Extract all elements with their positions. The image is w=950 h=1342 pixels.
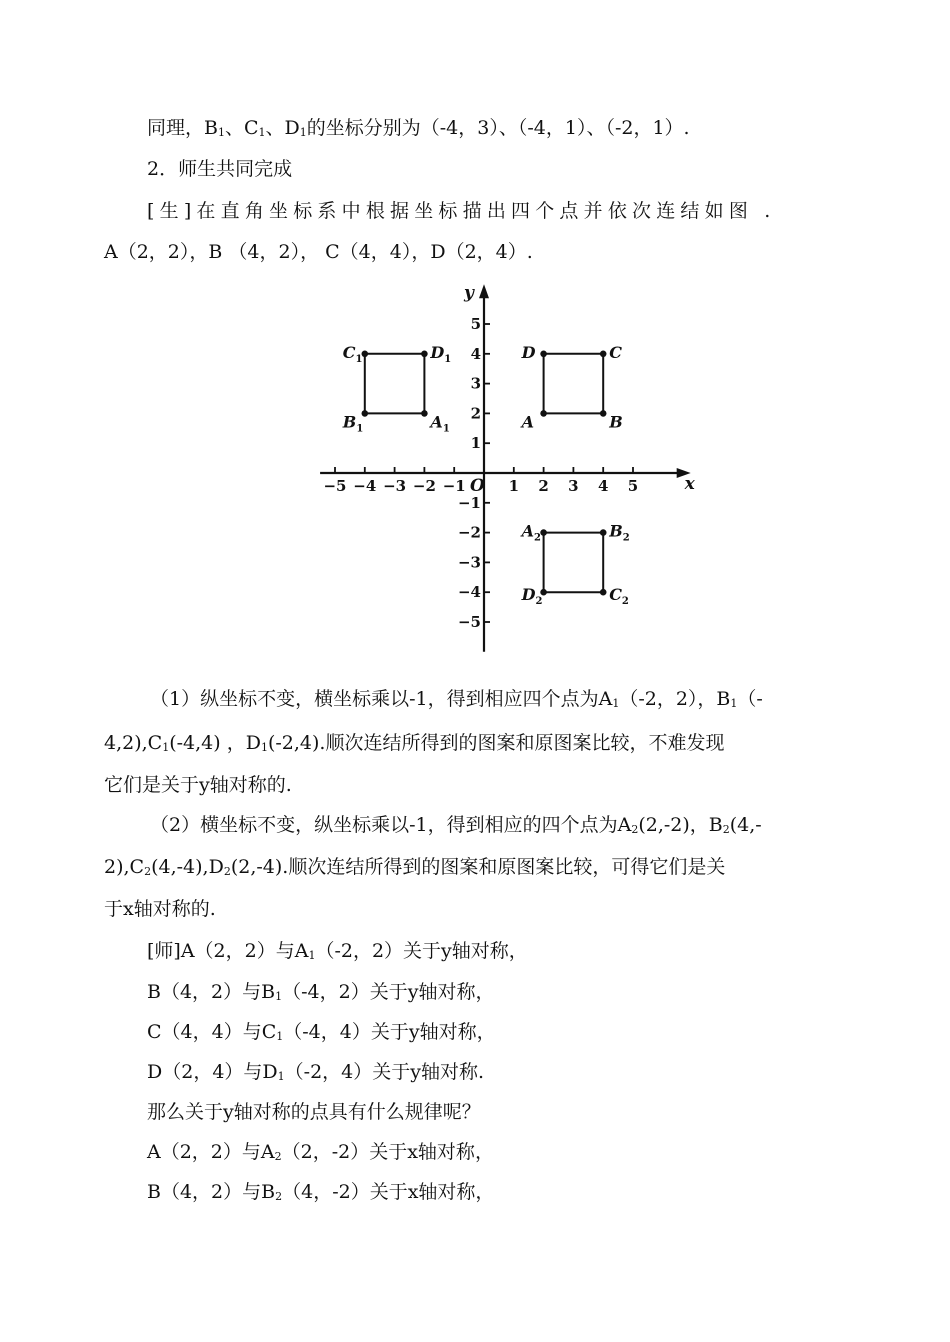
point-coordinates: A（2，2），B （4，2）， C（4，4），D（2，4）. (104, 241, 533, 263)
y-tick-label: −4 (457, 583, 481, 602)
label-C: C (609, 342, 622, 362)
x-tick-label: −4 (353, 477, 377, 495)
label-A: A (521, 412, 535, 432)
x-axis-label: x (684, 474, 695, 494)
x-tick-label: 2 (538, 477, 549, 495)
y-tick-label: −1 (457, 493, 481, 512)
x-tick-label: 3 (568, 477, 579, 495)
point-C (600, 351, 607, 358)
paragraph-2-line-2: $2),C_2(4,-4),D_2(2,-4)$.顺次连结所得到的图案和原图案比较，可得它们是关 (104, 856, 726, 878)
point-B1 (362, 410, 369, 417)
paragraph-2-line-1: （2）横坐标不变，纵坐标乘以-1，得到相应的四个点为$A_2(2,-2)$，$B_2(4,-$ (150, 814, 762, 836)
paragraph-2-line-3: 于x轴对称的. (104, 898, 216, 920)
x-tick-label: 4 (597, 477, 609, 495)
square-outline (544, 533, 604, 593)
question-line: 那么关于y轴对称的点具有什么规律呢？ (147, 1101, 481, 1123)
text-line-1: 同理，$B_1$、$C_1$、$D_1$的坐标分别为（-4，3）、（-4，1）、（-2，1）. (147, 117, 690, 139)
point-D (540, 351, 547, 358)
section-heading: 2．师生共同完成 (147, 158, 293, 180)
teacher-line-6: A（2，2）与$A_2(2$，-2）关于x轴对称， (147, 1141, 494, 1163)
y-axis-label: y (464, 283, 474, 304)
y-tick-label: 1 (470, 434, 481, 453)
paragraph-1-line-3: 它们是关于y轴对称的. (104, 774, 292, 796)
point-D1 (421, 351, 428, 358)
point-B (600, 410, 607, 417)
y-tick-label: 2 (470, 404, 481, 423)
point-A (540, 410, 547, 417)
squares (342, 343, 630, 607)
teacher-line-1: [师]A（2，2）与$A_1(-2$，2）关于y轴对称， (147, 940, 528, 962)
square-outline (365, 354, 425, 414)
y-tick-label: −3 (457, 553, 481, 572)
teacher-line-3: C（4，4）与$C_1(-4$，4）关于y轴对称， (147, 1021, 496, 1043)
y-tick-label: 5 (470, 315, 481, 333)
y-tick-label: −2 (457, 523, 481, 542)
y-tick-label: 4 (470, 344, 481, 363)
label-A2: $A_2$ (521, 521, 541, 544)
axes (320, 284, 691, 652)
label-D2: $D_2$ (521, 585, 543, 608)
y-axis-arrow (479, 284, 489, 298)
point-A1 (421, 410, 428, 417)
paragraph-1-line-1: （1）纵坐标不变，横坐标乘以-1，得到相应四个点为$A_1(-2$，2），$B_1(-$ (150, 688, 763, 710)
label-C1: $C_1$ (342, 342, 363, 365)
teacher-line-7: B（4，2）与$B_2(4$，-2）关于x轴对称， (147, 1181, 495, 1203)
label-D1: $D_1$ (430, 342, 452, 365)
point-A2 (540, 529, 547, 536)
point-D2 (540, 589, 547, 596)
point-B2 (600, 529, 607, 536)
x-tick-label: 1 (508, 477, 520, 495)
origin-label: O (470, 476, 485, 496)
student-statement: [生]在直角坐标系中根据坐标描出四个点并依次连结如图 . (147, 200, 776, 222)
y-tick-label: 3 (470, 374, 481, 393)
x-tick-label: −5 (323, 477, 347, 495)
x-tick-label: 5 (627, 477, 639, 495)
label-B2: $B_2$ (609, 521, 630, 544)
teacher-line-4: D（2，4）与$D_1(-2$，4）关于y轴对称. (147, 1061, 485, 1083)
paragraph-1-line-2: $4,2),C_1(-4,4)$ ，$D_1(-2,4)$.顺次连结所得到的图案和原图案比较，不难发现 (104, 732, 725, 754)
label-B1: $B_1$ (342, 412, 364, 435)
label-C2: $C_2$ (609, 585, 629, 608)
label-D: D (521, 342, 536, 362)
label-A1: $A_1$ (430, 412, 450, 435)
teacher-line-2: B（4，2）与$B_1(-4$，2）关于y轴对称， (147, 981, 495, 1003)
point-C2 (600, 589, 607, 596)
coordinate-figure (305, 280, 700, 655)
label-B: B (609, 412, 623, 432)
x-tick-label: −2 (412, 477, 436, 495)
x-tick-label: −1 (442, 477, 466, 495)
y-tick-label: −5 (457, 613, 481, 631)
x-tick-label: −3 (383, 477, 407, 495)
square-outline (544, 354, 604, 414)
